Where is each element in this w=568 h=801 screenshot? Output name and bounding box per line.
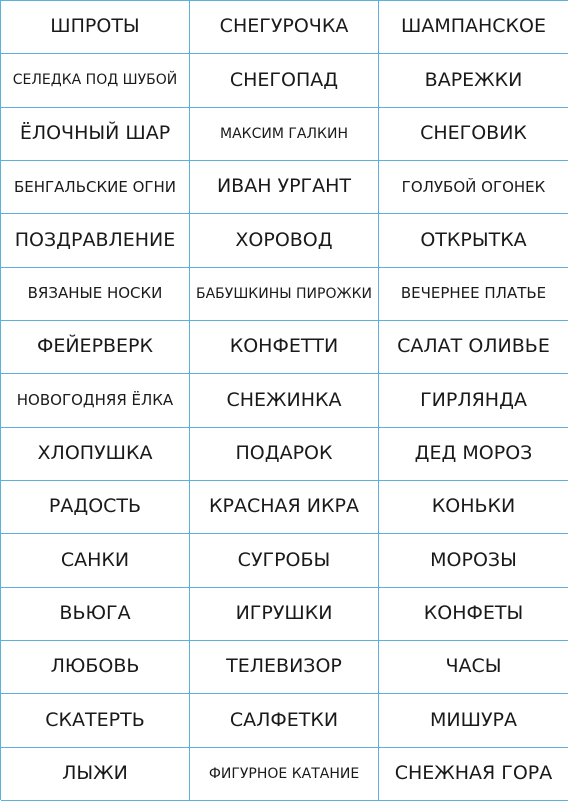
word-card-label: ИВАН УРГАНТ [216,175,352,198]
word-card-label: ПОЗДРАВЛЕНИЕ [14,228,176,251]
word-card-label: ВЕЧЕРНЕЕ ПЛАТЬЕ [400,284,547,303]
word-card [190,214,379,267]
word-card-label: ВЬЮГА [59,601,131,624]
word-card-label: ФЕЙЕРВЕРК [36,335,154,358]
word-card-label: КОНФЕТТИ [229,335,339,358]
word-card-label: САНКИ [60,548,130,571]
word-card [190,748,379,801]
word-card [379,481,568,534]
word-card [379,54,568,107]
word-card-label: БАБУШКИНЫ ПИРОЖКИ [196,285,372,302]
word-card [1,748,190,801]
word-card-label: СНЕГОПАД [229,68,339,91]
word-card [1,481,190,534]
word-card [379,1,568,54]
word-card-label: ВАРЕЖКИ [424,68,523,91]
word-card [1,374,190,427]
word-card-label: ЛЫЖИ [62,761,128,784]
word-card-label: СКАТЕРТЬ [45,708,145,731]
word-card-label: ИГРУШКИ [235,601,333,624]
word-card-label: ГИРЛЯНДА [420,388,527,411]
word-card [1,641,190,694]
word-card-label: ФИГУРНОЕ КАТАНИЕ [208,765,360,782]
word-card-label: КРАСНАЯ ИКРА [209,495,359,518]
word-card [1,214,190,267]
word-card-label: ВЯЗАНЫЕ НОСКИ [27,284,163,303]
word-card-label: ТЕЛЕВИЗОР [226,655,342,678]
word-card-label: САЛАТ ОЛИВЬЕ [397,335,550,358]
word-card [190,161,379,214]
word-card [1,694,190,747]
word-card-label: САЛФЕТКИ [229,708,339,731]
word-card [379,428,568,481]
word-card-label: ЛЮБОВЬ [50,655,140,678]
word-card-label: БЕНГАЛЬСКИЕ ОГНИ [13,177,177,196]
word-card-label: СНЕЖИНКА [226,388,342,411]
word-card [1,428,190,481]
word-card-label: ШПРОТЫ [50,15,140,38]
word-card-label: ОТКРЫТКА [420,228,527,251]
word-card-label: ХЛОПУШКА [37,441,153,464]
word-card [190,374,379,427]
word-card [379,748,568,801]
word-card [379,321,568,374]
word-card [1,321,190,374]
word-card [1,534,190,587]
word-card [190,428,379,481]
word-card [379,641,568,694]
word-card-label: ЁЛОЧНЫЙ ШАР [19,121,171,144]
word-card-label: СЕЛЕДКА ПОД ШУБОЙ [12,72,178,89]
word-card [190,1,379,54]
word-card [379,374,568,427]
word-card [379,268,568,321]
word-card-label: МАКСИМ ГАЛКИН [220,125,348,142]
word-card-label: МОРОЗЫ [430,548,517,571]
word-card [1,588,190,641]
word-card [1,1,190,54]
word-card-label: СНЕГУРОЧКА [219,15,349,38]
word-card-label: ШАМПАНСКОЕ [401,15,546,38]
word-card-label: НОВОГОДНЯЯ ЁЛКА [16,390,174,409]
word-card-label: ХОРОВОД [235,228,333,251]
word-card [1,54,190,107]
word-card [190,641,379,694]
word-card-label: СНЕГОВИК [420,121,527,144]
word-card [190,54,379,107]
word-card-label: СНЕЖНАЯ ГОРА [394,761,553,784]
word-card [379,214,568,267]
word-card [190,534,379,587]
word-card [1,108,190,161]
word-card-label: ПОДАРОК [235,441,333,464]
word-card-label: РАДОСТЬ [48,495,142,518]
word-card [190,108,379,161]
word-card [379,694,568,747]
word-card [190,694,379,747]
word-card [379,108,568,161]
word-card-label: КОНФЕТЫ [423,601,524,624]
word-card [1,268,190,321]
word-card [190,481,379,534]
word-card [1,161,190,214]
word-card-label: КОНЬКИ [431,495,516,518]
word-card-label: СУГРОБЫ [237,548,331,571]
word-card [190,321,379,374]
word-card [379,161,568,214]
word-card [379,534,568,587]
word-card [190,268,379,321]
word-card-label: МИШУРА [430,708,517,731]
word-card-label: ДЕД МОРОЗ [414,441,533,464]
word-card [379,588,568,641]
word-card-label: ГОЛУБОЙ ОГОНЕК [401,177,546,196]
word-card [190,588,379,641]
word-card-label: ЧАСЫ [445,655,502,678]
